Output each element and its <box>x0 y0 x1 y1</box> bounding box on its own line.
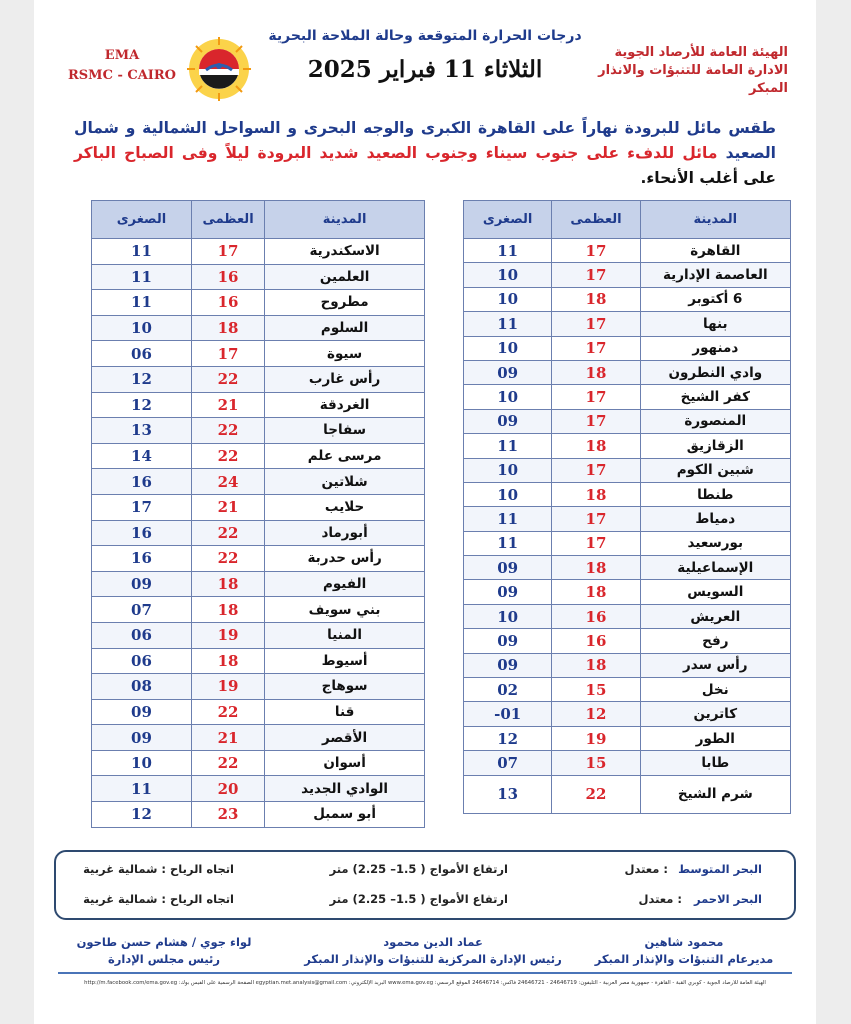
cities-table-left <box>91 200 425 828</box>
max-temp-cell: 21 <box>191 725 264 751</box>
max-temp-cell: 17 <box>552 263 640 287</box>
table-row <box>464 263 791 287</box>
max-temp-cell: 18 <box>191 597 264 623</box>
sea-row-mediterranean <box>56 862 794 884</box>
min-temp-cell: 10 <box>464 385 552 409</box>
table-body <box>464 239 791 814</box>
table-row <box>464 653 791 677</box>
table-row <box>464 629 791 653</box>
table-row <box>464 531 791 555</box>
forecast-part-1: طقس مائل للبرودة نهاراً على القاهرة الكبرى والوجه البحرى و السواحل الشمالية و شمال الصعيد <box>74 119 776 162</box>
max-temp-cell: 20 <box>191 776 264 802</box>
city-cell: أسوان <box>265 750 425 776</box>
min-temp-cell: 08 <box>92 674 192 700</box>
max-temp-cell: 12 <box>552 702 640 726</box>
max-temp-cell: 17 <box>552 409 640 433</box>
city-cell: مرسى علم <box>265 443 425 469</box>
city-cell: القاهرة <box>640 239 790 263</box>
table-row <box>464 604 791 628</box>
min-temp-cell: 13 <box>92 418 192 444</box>
max-temp-cell: 24 <box>191 469 264 495</box>
max-temp-cell: 17 <box>552 336 640 360</box>
table-row <box>464 336 791 360</box>
max-temp-cell: 18 <box>191 571 264 597</box>
signature-1 <box>584 934 784 968</box>
min-temp-cell: 11 <box>92 776 192 802</box>
max-temp-cell: 22 <box>191 750 264 776</box>
min-temp-cell: 11 <box>92 239 192 265</box>
table-row <box>92 341 425 367</box>
max-temp-cell: 17 <box>552 507 640 531</box>
city-cell: الزقازيق <box>640 434 790 458</box>
footer-contact-line: الهيئة العامة للأرصاد الجوية - كوبري القبة - القاهرة - جمهورية مصر العربية - التليفون: 24646719 - 24646721 فاكس: 24646714 الموقع الرسمي: www.ema.gov.eg البريد الإلكتروني: egyptian.met.analysis@gmail.com الصفحة الرسمية على الفيس بوك: http://m.facebook.com/ema.gov.eg <box>84 980 766 986</box>
city-cell: رأس غارب <box>265 366 425 392</box>
min-temp-cell: 09 <box>464 409 552 433</box>
max-temp-cell: 16 <box>191 264 264 290</box>
table-row <box>92 315 425 341</box>
table-row <box>92 366 425 392</box>
city-cell: رأس حدربة <box>265 546 425 572</box>
city-cell: العريش <box>640 604 790 628</box>
min-temp-cell: 02 <box>464 678 552 702</box>
max-temp-cell: 19 <box>191 674 264 700</box>
city-cell: رأس سدر <box>640 653 790 677</box>
min-temp-cell: 11 <box>464 312 552 336</box>
table-row <box>464 287 791 311</box>
max-temp-cell: 22 <box>191 366 264 392</box>
table-row <box>92 443 425 469</box>
min-temp-cell: 16 <box>92 546 192 572</box>
organization-name <box>558 44 788 98</box>
city-cell: طنطا <box>640 482 790 506</box>
max-temp-cell: 19 <box>191 622 264 648</box>
city-cell: بورسعيد <box>640 531 790 555</box>
min-temp-cell: 12 <box>92 802 192 828</box>
table-row <box>464 434 791 458</box>
min-temp-cell: 06 <box>92 622 192 648</box>
city-cell: دمياط <box>640 507 790 531</box>
max-temp-cell: 17 <box>552 531 640 555</box>
bulletin-page <box>34 0 816 1024</box>
max-temp-cell: 18 <box>191 648 264 674</box>
table-row <box>464 482 791 506</box>
table-row <box>92 699 425 725</box>
signature-title: مديرعام التنبؤات والإنذار المبكر <box>594 952 774 966</box>
max-temp-cell: 18 <box>552 287 640 311</box>
min-temp-cell: 10 <box>464 458 552 482</box>
table-row <box>92 469 425 495</box>
table-row <box>92 520 425 546</box>
table-row <box>464 775 791 813</box>
col-header-city: المدينة <box>265 201 425 239</box>
max-temp-cell: 19 <box>552 726 640 750</box>
city-cell: أبو سمبل <box>265 802 425 828</box>
col-header-max: العظمى <box>191 201 264 239</box>
signature-3 <box>64 934 264 968</box>
max-temp-cell: 22 <box>552 775 640 813</box>
city-cell: أسيوط <box>265 648 425 674</box>
city-cell: شرم الشيخ <box>640 775 790 813</box>
max-temp-cell: 16 <box>552 629 640 653</box>
city-cell: وادي النطرون <box>640 360 790 384</box>
min-temp-cell: 07 <box>92 597 192 623</box>
signature-2 <box>288 934 578 968</box>
max-temp-cell: 21 <box>191 494 264 520</box>
org-line-1: الهيئة العامة للأرصاد الجوية <box>614 45 788 60</box>
city-cell: الأقصر <box>265 725 425 751</box>
city-cell: 6 أكتوبر <box>640 287 790 311</box>
min-temp-cell: 10 <box>92 750 192 776</box>
city-cell: سفاجا <box>265 418 425 444</box>
wind-direction: اتجاه الرياح : شمالية غربية <box>83 892 234 906</box>
max-temp-cell: 15 <box>552 751 640 775</box>
table-row <box>464 312 791 336</box>
signature-name: محمود شاهين <box>644 935 724 949</box>
max-temp-cell: 18 <box>552 434 640 458</box>
forecast-part-4: على أغلب الأنحاء. <box>640 169 776 187</box>
table-row <box>92 239 425 265</box>
table-row <box>92 802 425 828</box>
city-cell: الإسماعيلية <box>640 556 790 580</box>
footer-divider <box>58 972 792 974</box>
max-temp-cell: 17 <box>552 239 640 263</box>
max-temp-cell: 22 <box>191 418 264 444</box>
table-row <box>92 571 425 597</box>
min-temp-cell: 09 <box>464 360 552 384</box>
min-temp-cell: 13 <box>464 775 552 813</box>
city-cell: مطروح <box>265 290 425 316</box>
min-temp-cell: 14 <box>92 443 192 469</box>
min-temp-cell: 10 <box>92 315 192 341</box>
col-header-max: العظمى <box>552 201 640 239</box>
min-temp-cell: 09 <box>92 699 192 725</box>
table-row <box>464 239 791 263</box>
min-temp-cell: 11 <box>464 507 552 531</box>
city-cell: طابا <box>640 751 790 775</box>
city-cell: العاصمة الإدارية <box>640 263 790 287</box>
min-temp-cell: 12 <box>92 366 192 392</box>
table-row <box>92 648 425 674</box>
min-temp-cell: 09 <box>92 725 192 751</box>
max-temp-cell: 15 <box>552 678 640 702</box>
table-row <box>92 546 425 572</box>
min-temp-cell: 10 <box>464 336 552 360</box>
city-cell: الغردقة <box>265 392 425 418</box>
signature-name: لواء جوي / هشام حسن طاحون <box>76 935 252 949</box>
min-temp-cell: 09 <box>464 556 552 580</box>
city-cell: الوادي الجديد <box>265 776 425 802</box>
cities-table-right <box>463 200 791 814</box>
rsmc-label: RSMC - CAIRO <box>67 68 177 83</box>
table-row <box>92 290 425 316</box>
min-temp-cell: 12 <box>92 392 192 418</box>
max-temp-cell: 18 <box>191 315 264 341</box>
wave-height: ارتفاع الأمواج ( 1.5– 2.25) متر <box>329 862 508 876</box>
max-temp-cell: 18 <box>552 580 640 604</box>
org-line-2: الادارة العامة للتنبؤات والانذار المبكر <box>598 63 788 96</box>
city-cell: أبورماد <box>265 520 425 546</box>
max-temp-cell: 18 <box>552 482 640 506</box>
wave-height: ارتفاع الأمواج ( 1.5– 2.25) متر <box>329 892 508 906</box>
table-row <box>92 674 425 700</box>
signature-title: رئيس الإدارة المركزية للتنبؤات والإنذار المبكر <box>304 952 562 966</box>
sea-state-box <box>54 850 796 920</box>
table-row <box>464 726 791 750</box>
max-temp-cell: 22 <box>191 699 264 725</box>
city-cell: كاترين <box>640 702 790 726</box>
max-temp-cell: 23 <box>191 802 264 828</box>
table-row <box>464 458 791 482</box>
col-header-min: الصغرى <box>464 201 552 239</box>
city-cell: الفيوم <box>265 571 425 597</box>
col-header-city: المدينة <box>640 201 790 239</box>
city-cell: كفر الشيخ <box>640 385 790 409</box>
city-cell: الطور <box>640 726 790 750</box>
min-temp-cell: 17 <box>92 494 192 520</box>
min-temp-cell: 11 <box>464 239 552 263</box>
max-temp-cell: 17 <box>191 341 264 367</box>
min-temp-cell: 06 <box>92 341 192 367</box>
bulletin-date: الثلاثاء 11 فبراير 2025 <box>307 56 543 83</box>
max-temp-cell: 17 <box>191 239 264 265</box>
city-cell: بنها <box>640 312 790 336</box>
bulletin-title: درجات الحرارة المتوقعة وحالة الملاحة البحرية <box>268 28 582 44</box>
table-row <box>92 494 425 520</box>
min-temp-cell: 10 <box>464 482 552 506</box>
table-row <box>92 725 425 751</box>
max-temp-cell: 17 <box>552 312 640 336</box>
sea-state: : معتدل <box>638 892 682 906</box>
min-temp-cell: 16 <box>92 469 192 495</box>
city-cell: قنا <box>265 699 425 725</box>
city-cell: نخل <box>640 678 790 702</box>
city-cell: العلمين <box>265 264 425 290</box>
max-temp-cell: 18 <box>552 360 640 384</box>
table-row <box>92 750 425 776</box>
city-cell: سوهاج <box>265 674 425 700</box>
forecast-text <box>74 116 776 191</box>
min-temp-cell: 16 <box>92 520 192 546</box>
wind-direction: اتجاه الرياح : شمالية غربية <box>83 862 234 876</box>
city-cell: المنصورة <box>640 409 790 433</box>
max-temp-cell: 22 <box>191 520 264 546</box>
table-row <box>464 360 791 384</box>
max-temp-cell: 16 <box>552 604 640 628</box>
city-cell: رفح <box>640 629 790 653</box>
min-temp-cell: 11 <box>464 531 552 555</box>
table-row <box>92 622 425 648</box>
min-temp-cell: 12 <box>464 726 552 750</box>
min-temp-cell: 11 <box>92 264 192 290</box>
city-cell: المنيا <box>265 622 425 648</box>
min-temp-cell: 11 <box>464 434 552 458</box>
table-row <box>464 507 791 531</box>
max-temp-cell: 18 <box>552 556 640 580</box>
sea-name: البحر المتوسط <box>678 862 762 876</box>
min-temp-cell: 10 <box>464 263 552 287</box>
city-cell: دمنهور <box>640 336 790 360</box>
ema-abbrev: EMA <box>104 48 140 63</box>
table-row <box>464 409 791 433</box>
forecast-part-3: شديد البرودة ليلاً وفى الصباح الباكر <box>74 144 359 162</box>
table-row <box>464 678 791 702</box>
table-row <box>92 264 425 290</box>
table-row <box>464 385 791 409</box>
table-row <box>464 556 791 580</box>
ema-sun-logo-icon <box>186 36 252 102</box>
sea-name: البحر الاحمر <box>693 892 762 906</box>
ema-label <box>62 46 182 86</box>
col-header-min: الصغرى <box>92 201 192 239</box>
min-temp-cell: 11 <box>92 290 192 316</box>
table-body <box>92 239 425 828</box>
city-cell: الاسكندرية <box>265 239 425 265</box>
min-temp-cell: 07 <box>464 751 552 775</box>
min-temp-cell: 09 <box>464 629 552 653</box>
city-cell: بني سويف <box>265 597 425 623</box>
min-temp-cell: 01- <box>464 702 552 726</box>
min-temp-cell: 09 <box>464 653 552 677</box>
min-temp-cell: 10 <box>464 604 552 628</box>
sea-row-red-sea <box>56 892 794 914</box>
max-temp-cell: 21 <box>191 392 264 418</box>
table-row <box>92 392 425 418</box>
table-row <box>92 597 425 623</box>
table-row <box>92 776 425 802</box>
min-temp-cell: 06 <box>92 648 192 674</box>
signature-title: رئيس مجلس الإدارة <box>107 952 220 966</box>
forecast-part-2: مائل للدفء على جنوب سيناء وجنوب الصعيد <box>366 144 718 162</box>
max-temp-cell: 18 <box>552 653 640 677</box>
max-temp-cell: 16 <box>191 290 264 316</box>
city-cell: شلاتين <box>265 469 425 495</box>
signature-name: عماد الدين محمود <box>383 935 483 949</box>
min-temp-cell: 09 <box>464 580 552 604</box>
city-cell: السويس <box>640 580 790 604</box>
min-temp-cell: 09 <box>92 571 192 597</box>
max-temp-cell: 17 <box>552 385 640 409</box>
table-row <box>92 418 425 444</box>
city-cell: السلوم <box>265 315 425 341</box>
table-row <box>464 580 791 604</box>
city-cell: حلايب <box>265 494 425 520</box>
table-row <box>464 751 791 775</box>
max-temp-cell: 17 <box>552 458 640 482</box>
city-cell: سيوة <box>265 341 425 367</box>
city-cell: شبين الكوم <box>640 458 790 482</box>
max-temp-cell: 22 <box>191 546 264 572</box>
max-temp-cell: 22 <box>191 443 264 469</box>
table-row <box>464 702 791 726</box>
sea-state: : معتدل <box>624 862 668 876</box>
min-temp-cell: 10 <box>464 287 552 311</box>
